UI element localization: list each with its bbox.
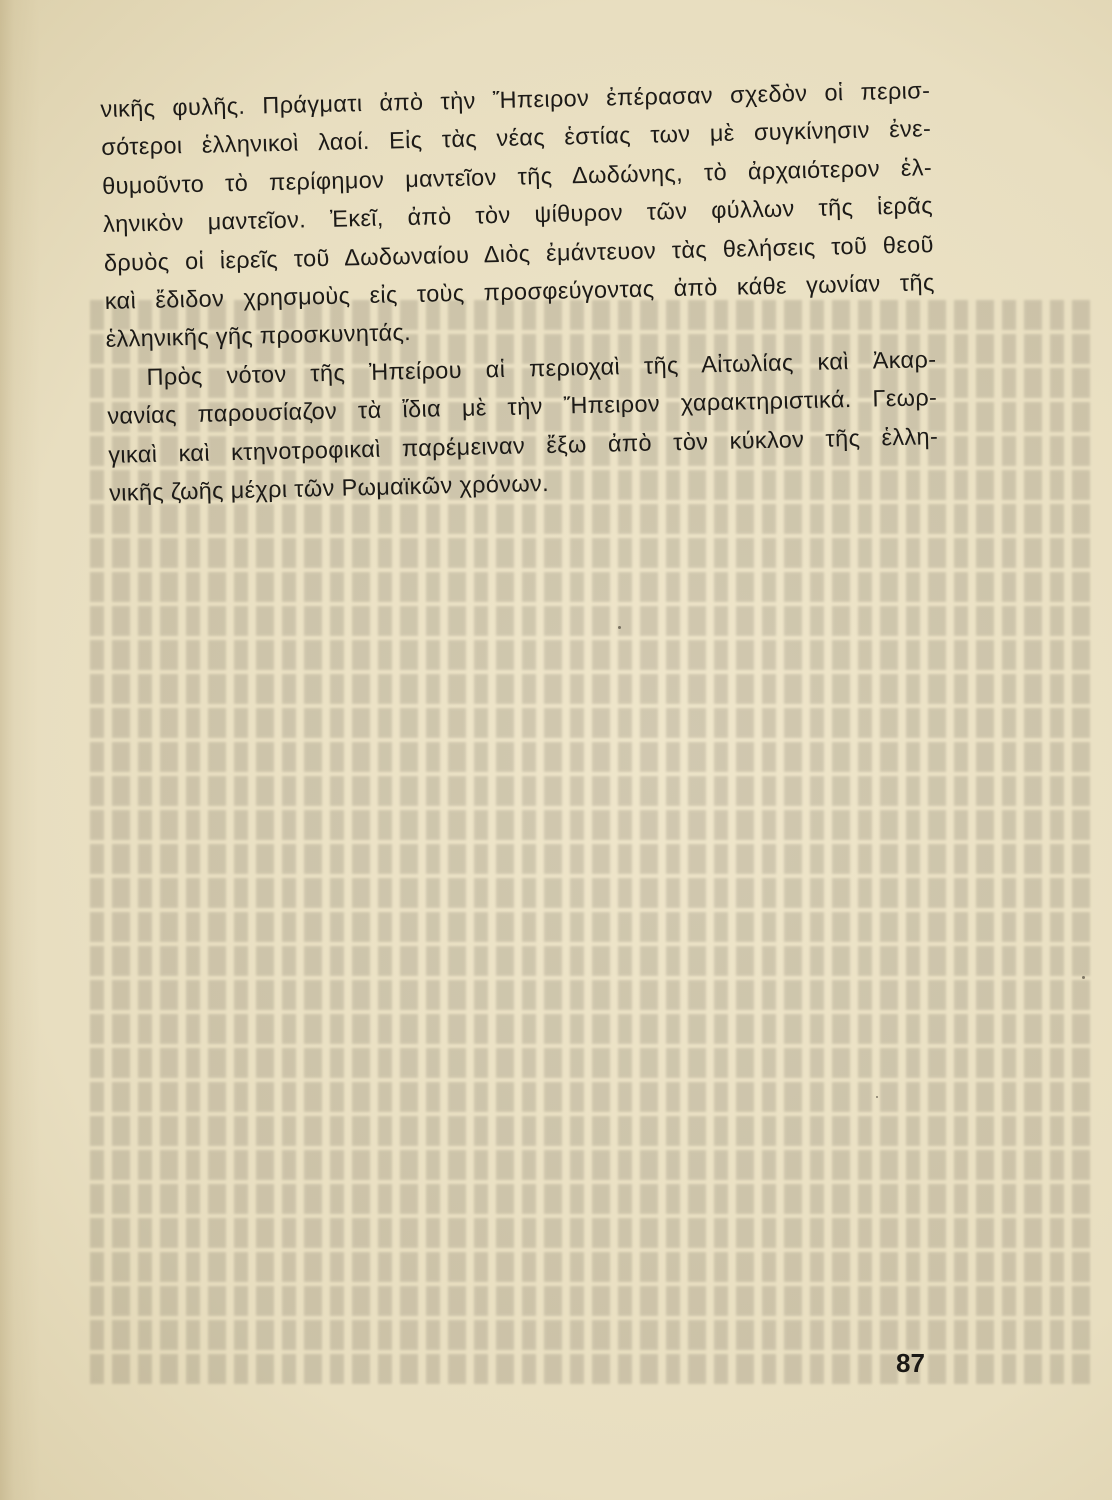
text-line: καὶ ἔδιδον χρησμοὺς εἰς τοὺς προσφεύγοντας ἀπὸ κάθε γωνίαν τῆς: [104, 269, 935, 314]
paper-speck: [1082, 976, 1085, 979]
text-line: θυμοῦντο τὸ περίφημον μαντεῖον τῆς Δωδώνης, τὸ ἀρχαιότερον ἑλ-: [101, 153, 933, 199]
text-line: δρυὸς οἱ ἱερεῖς τοῦ Δωδωναίου Διὸς ἐμάντευον τὰς θελήσεις τοῦ θεοῦ: [103, 230, 934, 276]
text-line: νανίας παρουσίαζον τὰ ἴδια μὲ τὴν Ἤπειρον χαρακτηριστικά. Γεωρ-: [107, 384, 938, 430]
page-number: 87: [896, 1348, 925, 1378]
text-line: νικῆς φυλῆς. Πράγματι ἀπὸ τὴν Ἤπειρον ἐπέρασαν σχεδὸν οἱ περισ-: [100, 77, 931, 122]
paper-speck: [876, 1096, 878, 1098]
text-line: ἑλληνικῆς γῆς προσκυνητάς.: [105, 319, 412, 353]
paper-speck: [618, 626, 621, 629]
paragraph-1: [100, 71, 936, 359]
text-line: νικῆς ζωῆς μέχρι τῶν Ρωμαϊκῶν χρόνων.: [108, 469, 550, 506]
text-line: σότεροι ἑλληνικοὶ λαοί. Εἰς τὰς νέας ἑστίας των μὲ συγκίνησιν ἐνε-: [101, 115, 932, 161]
text-line: Πρὸς νότον τῆς Ἠπείρου αἱ περιοχαὶ τῆς Αἰτωλίας καὶ Ἀκαρ-: [146, 345, 937, 390]
paragraph-2: [106, 340, 939, 512]
text-line: ληνικὸν μαντεῖον. Ἐκεῖ, ἀπὸ τὸν ψίθυρον τῶν φύλλων τῆς ἱερᾶς: [102, 192, 934, 238]
text-line: γικαὶ καὶ κτηνοτροφικαὶ παρέμειναν ἔξω ἀπὸ τὸν κύκλον τῆς ἑλλη-: [107, 422, 939, 468]
body-text: [100, 71, 939, 512]
